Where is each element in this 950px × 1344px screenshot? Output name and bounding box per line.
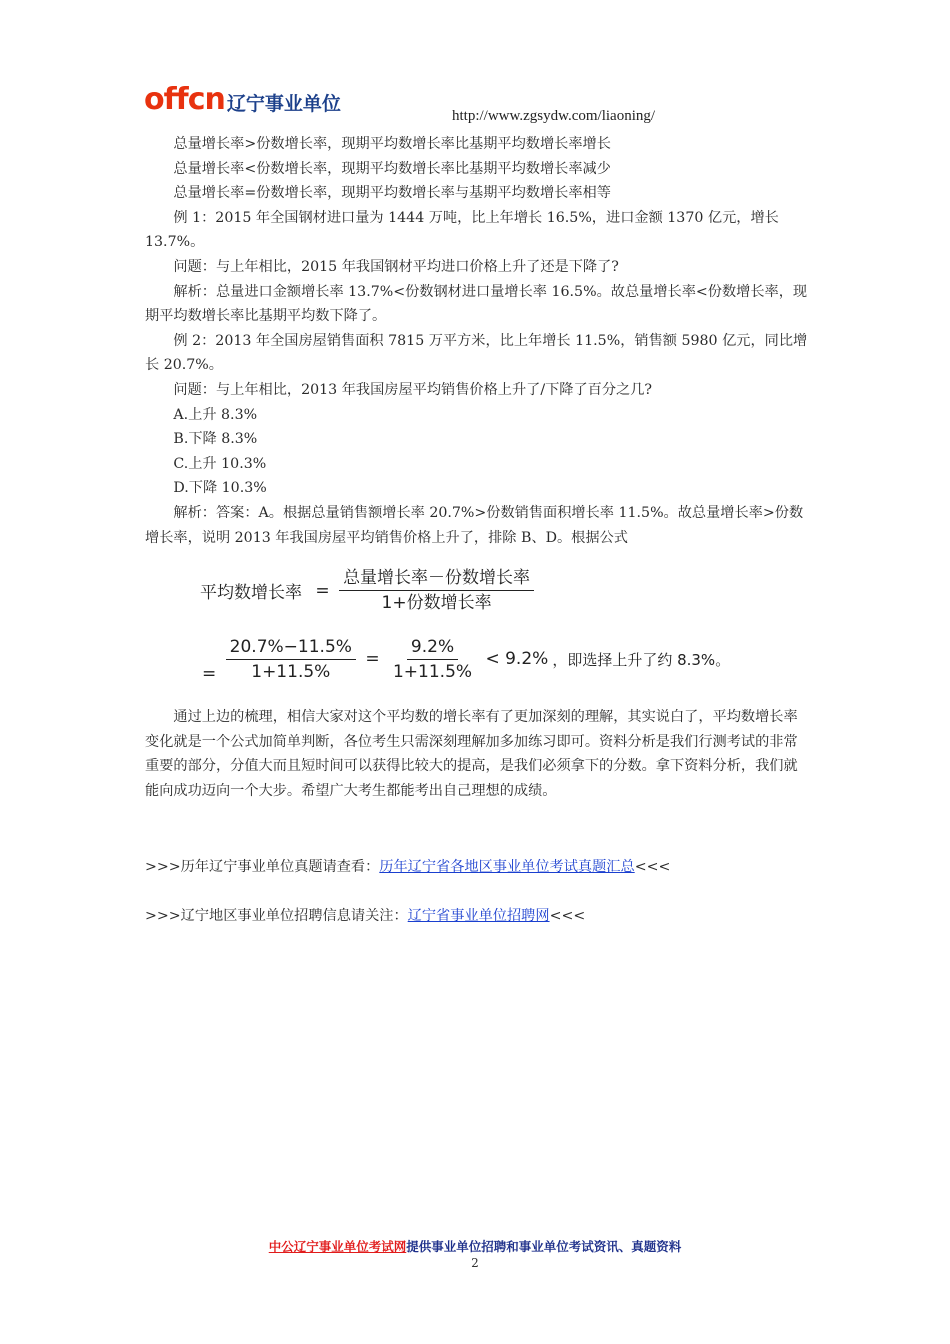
link-line-2 xyxy=(145,904,810,929)
calc-conclusion: ，即选择上升了约 8.3%。 xyxy=(552,650,731,669)
header-url: http://www.zgsydw.com/liaoning/ xyxy=(452,108,656,124)
example2-analysis: 解析：答案：A。根据总量销售额增长率 20.7%>份数销售面积增长率 11.5%。故总量增长率>份数增长率，说明 2013 年我国房屋平均销售价格上升了，排除 B、D。根据公式 xyxy=(145,504,804,546)
formula-calculation xyxy=(198,634,734,684)
calc-fraction-2-den: 1+11.5% xyxy=(392,661,473,682)
logo-text: 辽宁事业单位 xyxy=(226,92,341,115)
footer-site-link[interactable]: 中公辽宁事业单位考试网 xyxy=(268,1239,407,1254)
example1-text: 例 1：2015 年全国钢材进口量为 1444 万吨，比上年增长 16.5%，进口金额 1370 亿元，增长 13.7%。 xyxy=(145,209,779,251)
past-exams-link[interactable]: 历年辽宁省各地区事业单位考试真题汇总 xyxy=(379,859,635,875)
rule-line-2: 总量增长率<份数增长率，现期平均数增长率比基期平均数增长率减少 xyxy=(173,160,611,177)
summary-block xyxy=(145,705,810,803)
calc-relation: < 9.2% xyxy=(485,649,549,669)
example1-analysis: 解析：总量进口金额增长率 13.7%<份数钢材进口量增长率 16.5%。故总量增长率<份数增长率，现期平均数增长率比基期平均数下降了。 xyxy=(145,283,808,325)
offcn-logo xyxy=(144,84,341,116)
example1-question: 问题：与上年相比，2015 年我国钢材平均进口价格上升了还是下降了? xyxy=(173,258,619,275)
logo-mark: offcn xyxy=(144,82,225,117)
footer-description: 提供事业单位招聘和事业单位考试资讯、真题资料 xyxy=(406,1239,682,1254)
article-body xyxy=(145,132,810,550)
calc-fraction-1-num: 20.7%−11.5% xyxy=(226,635,356,660)
summary-paragraph: 通过上边的梳理，相信大家对这个平均数的增长率有了更加深刻的理解，其实说白了，平均数增长率变化就是一个公式加简单判断，各位考生只需深刻理解加多加练习即可。资料分析是我们行测考试的非常重要的部分，分值大而且短时间可以获得比较大的提高，是我们必须拿下的分数。拿下资料分析，我们就能向成功迈向一个大步。希望广大考生都能考出自己理想的成绩。 xyxy=(145,709,798,799)
formula-denominator: 1+份数增长率 xyxy=(381,593,492,613)
recruitment-site-link[interactable]: 辽宁省事业单位招聘网 xyxy=(407,908,550,924)
link-1-suffix: <<< xyxy=(634,859,671,875)
rule-line-1: 总量增长率>份数增长率，现期平均数增长率比基期平均数增长率增长 xyxy=(173,136,611,152)
calc-fraction-1-den: 1+11.5% xyxy=(251,661,331,682)
example2-question: 问题：与上年相比，2013 年我国房屋平均销售价格上升了/下降了百分之几? xyxy=(173,381,653,398)
rule-line-3: 总量增长率=份数增长率，现期平均数增长率与基期平均数增长率相等 xyxy=(173,185,611,202)
option-a: A.上升 8.3% xyxy=(173,406,258,423)
formula-numerator: 总量增长率－份数增长率 xyxy=(339,566,534,591)
link-line-1 xyxy=(145,855,810,880)
example2-text: 例 2：2013 年全国房屋销售面积 7815 万平方米，比上年增长 11.5%，销售额 5980 亿元，同比增长 20.7%。 xyxy=(145,332,808,374)
formula-definition xyxy=(196,566,534,615)
option-b: B.下降 8.3% xyxy=(173,431,258,448)
footer xyxy=(0,1237,950,1255)
page-number: 2 xyxy=(471,1256,479,1270)
formula-fraction xyxy=(339,566,534,615)
option-d: D.下降 10.3% xyxy=(173,480,267,497)
calc-fraction-2-num: 9.2% xyxy=(407,635,458,660)
calc-eq-2: = xyxy=(365,649,380,669)
calc-fraction-2 xyxy=(389,635,476,684)
link-2-prefix: >>>辽宁地区事业单位招聘信息请关注： xyxy=(145,908,408,924)
calc-fraction-1 xyxy=(226,635,356,684)
formula-lhs: 平均数增长率 xyxy=(200,583,302,603)
option-c: C.上升 10.3% xyxy=(173,455,267,472)
formula-eq: = xyxy=(315,580,330,601)
link-1-prefix: >>>历年辽宁事业单位真题请查看： xyxy=(145,859,380,875)
link-2-suffix: <<< xyxy=(549,908,586,924)
calc-eq: = xyxy=(202,664,217,684)
